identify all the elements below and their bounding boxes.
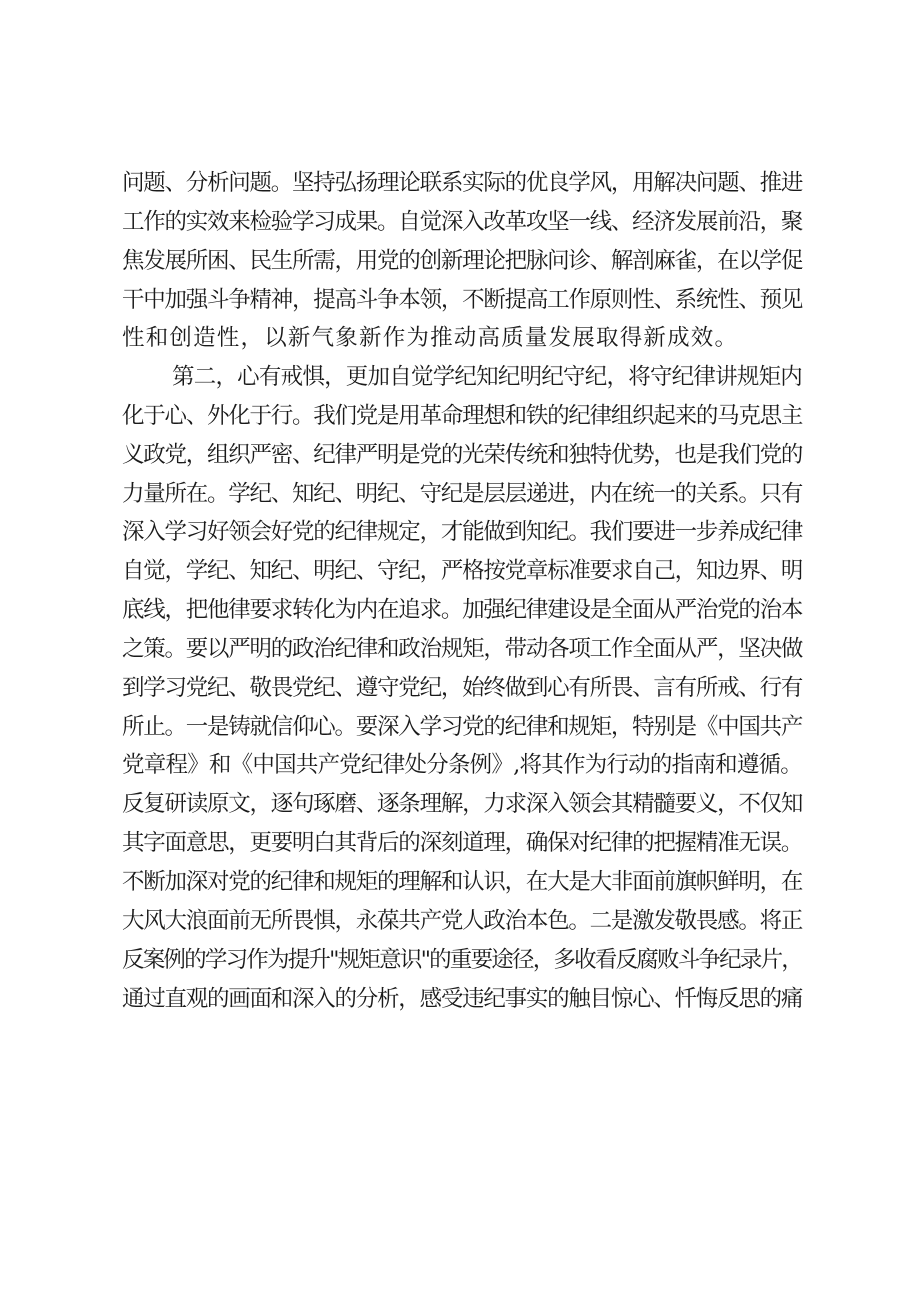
text-line: 工作的实效来检验学习成果。自觉深入改革攻坚一线、经济发展前沿，聚 — [122, 208, 802, 235]
text-line: 化于心、外化于行。我们党是用革命理想和铁的纪律组织起来的马克思主 — [122, 402, 802, 429]
text-line: 反案例的学习作为提升"规矩意识"的重要途径，多收看反腐败斗争纪录片， — [122, 946, 802, 973]
text-line: 通过直观的画面和深入的分析，感受违纪事实的触目惊心、忏悔反思的痛 — [122, 985, 802, 1012]
paragraph-2 — [122, 358, 802, 1018]
text-line: 性和创造性，以新气象新作为推动高质量发展取得新成效。 — [122, 325, 739, 352]
text-line: 其字面意思，更要明白其背后的深刻道理，确保对纪律的把握精准无误。 — [122, 830, 802, 857]
text-line: 到学习党纪、敬畏党纪、遵守党纪，始终做到心有所畏、言有所戒、行有 — [122, 674, 802, 701]
text-line: 自觉，学纪、知纪、明纪、守纪，严格按党章标准要求自己，知边界、明 — [122, 558, 802, 585]
text-line: 大风大浪面前无所畏惧，永葆共产党人政治本色。二是激发敬畏感。将正 — [122, 907, 802, 934]
text-line: 焦发展所困、民生所需，用党的创新理论把脉问诊、解剖麻雀，在以学促 — [122, 247, 802, 274]
text-line: 反复研读原文，逐句琢磨、逐条理解，力求深入领会其精髓要义，不仅知 — [122, 791, 802, 818]
text-line: 深入学习好领会好党的纪律规定，才能做到知纪。我们要进一步养成纪律 — [122, 519, 802, 546]
text-line: 义政党，组织严密、纪律严明是党的光荣传统和独特优势，也是我们党的 — [122, 441, 802, 468]
text-line: 之策。要以严明的政治纪律和政治规矩，带动各项工作全面从严，坚决做 — [122, 635, 802, 662]
text-line: 党章程》和《中国共产党纪律处分条例》,将其作为行动的指南和遵循。 — [122, 752, 802, 779]
paragraph-1 — [122, 164, 802, 358]
text-line: 底线，把他律要求转化为内在追求。加强纪律建设是全面从严治党的治本 — [122, 597, 802, 624]
text-line: 不断加深对党的纪律和规矩的理解和认识，在大是大非面前旗帜鲜明，在 — [122, 868, 802, 895]
text-line: 第二，心有戒惧，更加自觉学纪知纪明纪守纪，将守纪律讲规矩内 — [172, 364, 802, 390]
text-line: 所止。一是铸就信仰心。要深入学习党的纪律和规矩，特别是《中国共产 — [122, 713, 802, 740]
text-line: 干中加强斗争精神，提高斗争本领，不断提高工作原则性、系统性、预见 — [122, 286, 802, 313]
text-line: 问题、分析问题。坚持弘扬理论联系实际的优良学风，用解决问题、推进 — [122, 170, 802, 196]
text-line: 力量所在。学纪、知纪、明纪、守纪是层层递进，内在统一的关系。只有 — [122, 480, 802, 507]
